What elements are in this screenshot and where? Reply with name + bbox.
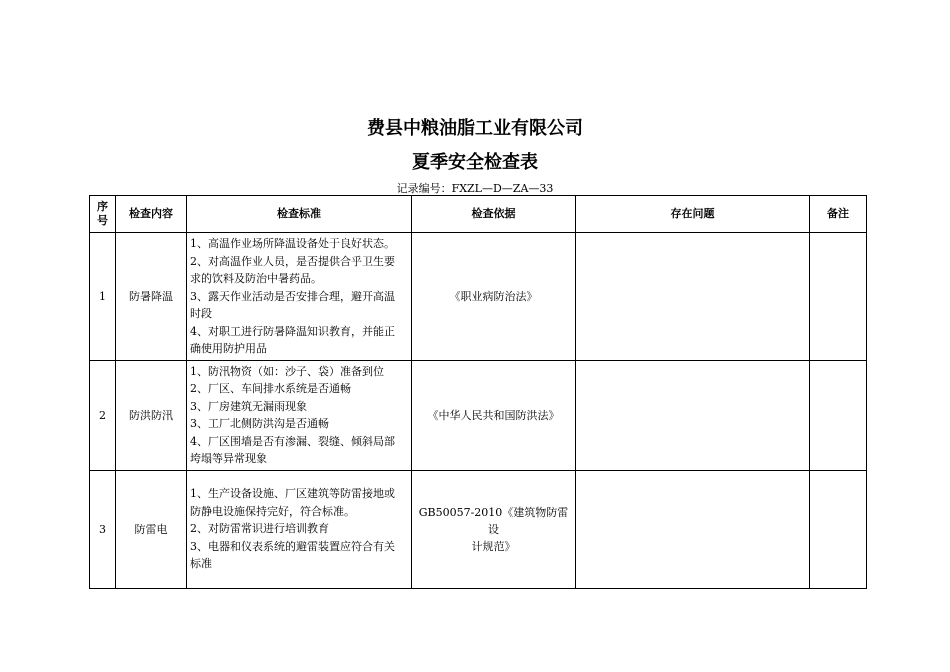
standard-line: 3、工厂北侧防洪沟是否通畅 (190, 417, 329, 430)
standard-line: 3、厂房建筑无漏雨现象 (190, 399, 307, 413)
standard-line: 1、防汛物资（如：沙子、袋）准备到位 (190, 364, 384, 378)
header-issue: 存在问题 (576, 196, 810, 233)
basis-line: 计规范》 (471, 539, 516, 553)
standard-line: 1、生产设备设施、厂区建筑等防雷接地或 (190, 487, 395, 501)
table-row (90, 360, 867, 470)
inspection-table (89, 195, 867, 589)
record-number: 记录编号：FXZL—D—ZA—33 (396, 182, 554, 195)
row-issue (576, 360, 810, 470)
row-basis (412, 470, 576, 588)
standard-line: 防静电设施保持完好，符合标准。 (190, 504, 355, 518)
row-standards (187, 470, 412, 588)
row-no: 1 (90, 233, 116, 361)
row-basis (412, 233, 576, 361)
header-no (90, 196, 116, 233)
basis-line: 《职业病防治法》 (449, 289, 538, 303)
row-remark (810, 233, 867, 361)
standard-line: 确使用防护用品 (190, 342, 267, 355)
standard-line: 2、对防雷常识进行培训教育 (190, 522, 329, 536)
basis-line: GB50057-2010《建筑物防雷设 (418, 505, 569, 536)
row-standards (187, 233, 412, 361)
row-issue (576, 233, 810, 361)
header-standard: 检查标准 (187, 196, 412, 233)
standard-line: 时段 (190, 307, 212, 320)
standard-line: 4、对职工进行防暑降温知识教育，并能正 (190, 324, 395, 338)
standard-line: 2、对高温作业人员，是否提供合乎卫生要 (190, 254, 395, 268)
row-remark (810, 360, 867, 470)
row-basis (412, 360, 576, 470)
row-no: 3 (90, 470, 116, 588)
table-row (90, 470, 867, 588)
standard-line: 1、高温作业场所降温设备处于良好状态。 (190, 237, 395, 250)
row-issue (576, 470, 810, 588)
company-name: 费县中粮油脂工业有限公司 (367, 118, 583, 139)
header-remark: 备注 (810, 196, 867, 233)
header-no-label: 序号 (97, 200, 108, 227)
standard-line: 垮塌等异常现象 (190, 452, 267, 465)
row-content: 防暑降温 (116, 233, 187, 361)
document-title: 夏季安全检查表 (412, 152, 538, 173)
row-content: 防洪防汛 (116, 360, 187, 470)
header-basis: 检查依据 (412, 196, 576, 233)
row-standards (187, 360, 412, 470)
standard-line: 2、厂区、车间排水系统是否通畅 (190, 382, 351, 395)
basis-line: 《中华人民共和国防洪法》 (427, 408, 560, 422)
standard-line: 4、厂区围墙是否有渗漏、裂缝、倾斜局部 (190, 434, 395, 448)
header-content: 检查内容 (116, 196, 187, 233)
row-content: 防雷电 (116, 470, 187, 588)
table-row (90, 233, 867, 361)
standard-line: 求的饮料及防治中暑药品。 (190, 272, 322, 285)
standard-line: 3、露天作业活动是否安排合理，避开高温 (190, 289, 395, 303)
header-row (90, 196, 867, 233)
standard-line: 3、电器和仪表系统的避雷装置应符合有关 (190, 539, 395, 553)
standard-line: 标准 (190, 557, 212, 571)
row-no: 2 (90, 360, 116, 470)
row-remark (810, 470, 867, 588)
